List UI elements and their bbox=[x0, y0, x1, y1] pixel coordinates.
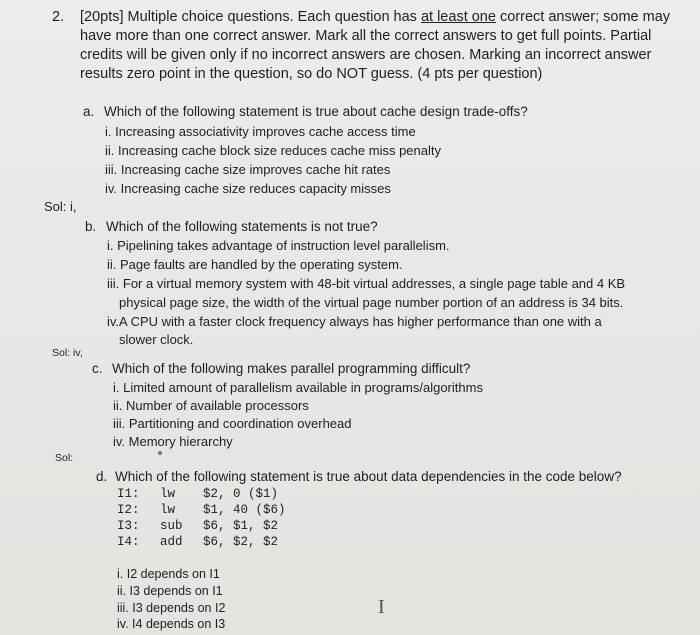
code-line-2-args: $1, 40 ($6) bbox=[203, 503, 286, 517]
instruction-line-3: credits will be given only if no incorrect answers are chosen. Marking an incorrect answer bbox=[80, 47, 652, 63]
question-c-option-iv: iv. Memory hierarchy bbox=[113, 434, 233, 449]
question-b-option-i: i. Pipelining takes advantage of instruction level parallelism. bbox=[107, 238, 450, 253]
code-line-1-op: lw bbox=[160, 487, 176, 501]
pen-mark bbox=[158, 451, 162, 455]
question-b-text: Which of the following statements is not true? bbox=[106, 219, 378, 234]
question-d-option-iii: iii. I3 depends on I2 bbox=[117, 601, 226, 615]
question-c-label: c. bbox=[92, 361, 103, 376]
question-b-option-iv: iv.A CPU with a faster clock frequency always has higher performance than one with a bbox=[107, 314, 602, 329]
underlined-at-least-one: at least one bbox=[420, 9, 496, 25]
question-a-option-iii: iii. Increasing cache size improves cache hit rates bbox=[105, 162, 391, 177]
instruction-line-4: results zero point in the question, so do NOT guess. (4 pts per question) bbox=[80, 66, 543, 82]
question-a-option-i: i. Increasing associativity improves cache access time bbox=[105, 124, 416, 139]
code-line-4-args: $6, $2, $2 bbox=[203, 535, 279, 549]
instruction-line-1-start: [20pts] Multiple choice questions. Each question has bbox=[80, 9, 421, 25]
code-line-1-args: $2, 0 ($1) bbox=[203, 487, 279, 501]
code-line-4-op: add bbox=[160, 535, 183, 549]
question-c-option-iii: iii. Partitioning and coordination overhead bbox=[113, 416, 352, 431]
instruction-line-1-end: correct answer; some may bbox=[495, 9, 671, 25]
question-c-option-ii: ii. Number of available processors bbox=[113, 398, 309, 413]
question-b-solution: Sol: iv, bbox=[52, 347, 83, 359]
code-line-3-label: I3: bbox=[117, 519, 140, 533]
question-a-text: Which of the following statement is true about cache design trade-offs? bbox=[104, 104, 528, 119]
question-b-option-iii-continued: physical page size, the width of the virtual page number portion of an address is 34 bits. bbox=[119, 295, 624, 310]
question-a-option-ii: ii. Increasing cache block size reduces cache miss penalty bbox=[105, 143, 441, 158]
question-b-option-iii: iii. For a virtual memory system with 48-bit virtual addresses, a single page table and 4 KB bbox=[107, 276, 626, 291]
instruction-line-2: have more than one correct answer. Mark all the correct answers to get full points. Partial bbox=[80, 28, 652, 44]
question-d-option-i: i. I2 depends on I1 bbox=[117, 567, 220, 581]
question-number: 2. bbox=[52, 9, 65, 25]
text-cursor-icon: I bbox=[378, 596, 385, 618]
question-b-option-iv-continued: slower clock. bbox=[119, 332, 194, 347]
code-line-4-label: I4: bbox=[117, 535, 140, 549]
question-d-label: d. bbox=[96, 469, 108, 484]
question-a-label: a. bbox=[83, 104, 95, 119]
code-line-2-op: lw bbox=[160, 503, 176, 517]
question-c-text: Which of the following makes parallel programming difficult? bbox=[112, 361, 471, 376]
question-d-text: Which of the following statement is true about data dependencies in the code below? bbox=[115, 469, 622, 484]
instruction-line-1 bbox=[80, 8, 670, 27]
code-line-1-label: I1: bbox=[117, 487, 140, 501]
question-c-option-i: i. Limited amount of parallelism available in programs/algorithms bbox=[113, 380, 483, 395]
question-b-label: b. bbox=[85, 219, 97, 234]
question-a-solution: Sol: i, bbox=[44, 199, 77, 214]
code-line-3-args: $6, $1, $2 bbox=[203, 519, 279, 533]
question-b-option-ii: ii. Page faults are handled by the operating system. bbox=[107, 257, 403, 272]
question-a-option-iv: iv. Increasing cache size reduces capacity misses bbox=[105, 181, 391, 196]
question-d-option-iv: iv. I4 depends on I3 bbox=[117, 617, 226, 631]
question-d-option-ii: ii. I3 depends on I1 bbox=[117, 584, 223, 598]
code-line-3-op: sub bbox=[160, 519, 183, 533]
question-c-solution: Sol: bbox=[55, 452, 74, 464]
code-line-2-label: I2: bbox=[117, 503, 140, 517]
